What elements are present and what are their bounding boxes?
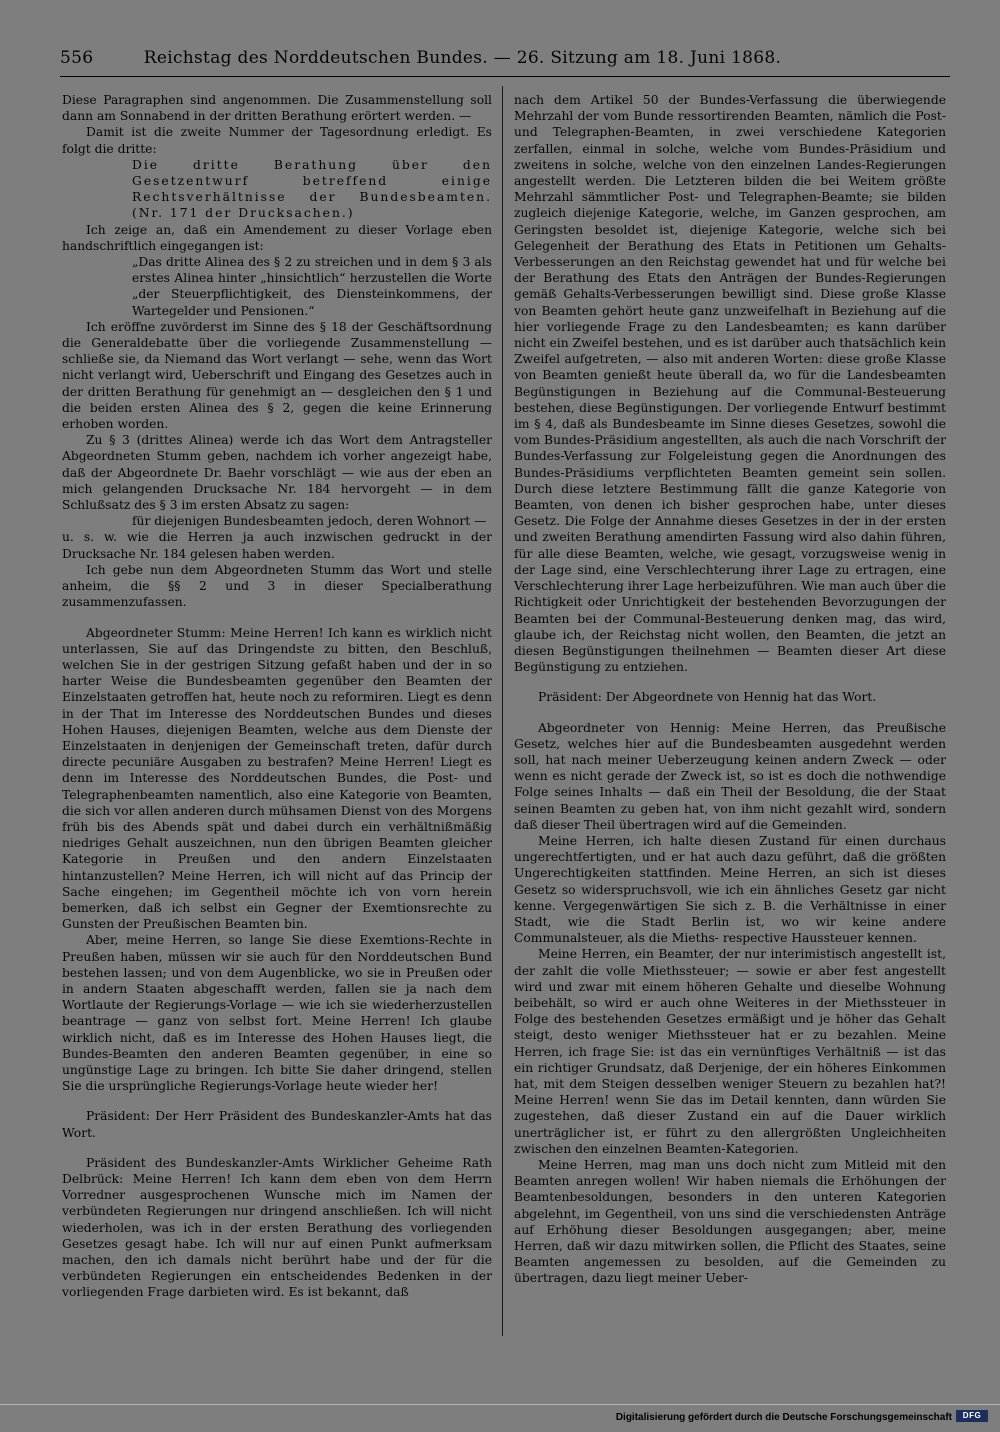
dfg-logo: DFG xyxy=(956,1410,988,1422)
paragraph: Meine Herren, ein Beamter, der nur interimistisch angestellt ist, der zahlt die volle Miethssteuer; — sowie er aber fest angestellt wird und zwar mit einem höheren Gehalte und dieselbe Wohnung beibehält, so wird er auch ohne Weiteres in der Miethssteuer in Folge des bestehenden Gesetzes ermäßigt und je höher das Gehalt steigt, desto weniger Miethssteuer hat er zu bezahlen. Meine Herren, ich frage Sie: ist das ein vernünftiges Verhältniß — ist das ein richtiger Grundsatz, daß Derjenige, der ein höheres Einkommen hat, mit dem Steigen desselben weniger Steuern zu bezahlen hat?! Meine Herren! wenn Sie das im Detail kennten, dann würden Sie zugestehen, daß dieser Zustand ein auf die Dauer wirklich unerträglicher ist, er führt zu den allergrößten Ungleichheiten zwischen den einzelnen Beamten-Kategorien. xyxy=(514,947,946,1156)
speech-stumm: Abgeordneter Stumm: Meine Herren! Ich kann es wirklich nicht unterlassen, Sie auf das Dringendste zu bitten, den Beschluß, welchen Sie in der gestrigen Sitzung gefaßt haben und der in so harter Weise die Bundesbeamten gegenüber den Beamten der Einzelstaaten getroffen hat, heute noch zu reformiren. Liegt es denn in der That im Interesse des Norddeutschen Bundes und dieses Hohen Hauses, diejenigen Beamten, welche aus dem Dienste der Einzelstaaten in denjenigen der Gemeinschaft treten, dafür durch directe pecuniäre Ausgaben zu bestrafen? Meine Herren! Liegt es denn im Interesse des Norddeutschen Bundes, die Post- und Telegraphenbeamten namentlich, also eine Kategorie von Beamten, die sich vor allen anderen durch mühsamen Dienst von des Morgens früh bis des Abends spät und dabei durch ein verhältnißmäßig niedriges Gehalt auszeichnen, nun den übrigen Beamten gleicher Kategorie in Preußen und den andern Einzelstaaten hintanzustellen? Meine Herren, ich will nicht auf das Princip der Sache eingehen; im Gegentheil möchte ich von vorn herein bemerken, daß ich selbst ein Gegner der Exemtionsrechte zu Gunsten der Preußischen Beamten bin. xyxy=(62,625,492,932)
funding-note: Digitalisierung gefördert durch die Deutsche Forschungsgemeinschaft xyxy=(615,1412,952,1423)
page-title: Reichstag des Norddeutschen Bundes. — 26. Sitzung am 18. Juni 1868. xyxy=(143,48,782,68)
paragraph: Meine Herren, mag man uns doch nicht zum Mitleid mit den Beamten anregen wollen! Wir haben niemals die Erhöhungen der Beamtenbesoldungen, besonders in den unteren Kategorien abgelehnt, im Gegentheil, von uns sind die verschiedensten Anträge auf Erhöhung dieser Besoldungen ausgegangen; aber, meine Herren, daß wir dazu mitwirken sollen, die Pflicht des Staates, seine Beamten angemessen zu besolden, auf die Gemeinden zu übertragen, dazu liegt meiner Ueber- xyxy=(514,1158,946,1286)
left-column xyxy=(62,92,492,1301)
footer xyxy=(0,1408,1000,1424)
footer-rule xyxy=(0,1404,1000,1405)
speech-delbrueck: Präsident des Bundeskanzler-Amts Wirklicher Geheime Rath Delbrück: Meine Herren! Ich kann dem eben von dem Herrn Vorredner ausgesprochenen Wunsche mich im Namen der verbündeten Regierungen nur dringend anschließen. Ich will nicht wiederholen, was ich in der ersten Berathung des vorliegenden Gesetzes gesagt habe. Ich will nur auf einen Punkt aufmerksam machen, den ich damals nicht berührt habe und der für die verbündeten Regierungen ein entscheidendes Bedenken in der vorliegenden Frage darbieten wird. Es ist bekannt, daß xyxy=(62,1155,492,1300)
paragraph: Zu § 3 (drittes Alinea) werde ich das Wort dem Antragsteller Abgeordneten Stumm geben, nachdem ich vorher angezeigt habe, daß der Abgeordnete Dr. Baehr vorschlägt — wie aus der eben an mich gelangenden Drucksache Nr. 184 hervorgeht — in dem Schlußsatz des § 3 im ersten Absatz zu sagen: xyxy=(62,433,492,513)
paragraph: Ich gebe nun dem Abgeordneten Stumm das Wort und stelle anheim, die §§ 2 und 3 in dieser Specialberathung zusammenzufassen. xyxy=(62,562,492,610)
header-rule xyxy=(60,76,950,77)
speech-praesident: Präsident: Der Herr Präsident des Bundeskanzler-Amts hat das Wort. xyxy=(62,1109,492,1140)
paragraph: Diese Paragraphen sind angenommen. Die Zusammenstellung soll dann am Sonnabend in der dritten Berathung erörtert werden. — xyxy=(62,93,492,124)
page-header xyxy=(60,48,805,76)
amendment-quote: „Das dritte Alinea des § 2 zu streichen und in dem § 3 als erstes Alinea hinter „hinsichtlich“ herzustellen die Worte „der Steuerpflichtigkeit, des Diensteinkommens, der Wartegelder und Pensionen.“ xyxy=(132,255,492,318)
agenda-item: Die dritte Berathung über den Gesetzentwurf betreffend einige Rechtsverhältnisse der Bundesbeamten. (Nr. 171 der Drucksachen.) xyxy=(132,157,492,221)
speech-praesident: Präsident: Der Abgeordnete von Hennig hat das Wort. xyxy=(538,690,877,705)
paragraph: Ich zeige an, daß ein Amendement zu dieser Vorlage eben handschriftlich eingegangen ist: xyxy=(62,222,492,253)
paragraph: nach dem Artikel 50 der Bundes-Verfassung die überwiegende Mehrzahl der vom Bunde ressortirenden Beamten, nämlich die Post- und Telegraphen-Beamten, in zwei verschiedene Kategorien zerfallen, einmal in solche, welche vom Bundes-Präsidium und zweitens in solche, welche von den einzelnen Landes-Regierungen angestellt werden. Die Letzteren bilden die bei Weitem größte Mehrzahl sämmtlicher Post- und Telegraphen-Beamte; sie bilden zugleich diejenige Kategorie, welche, im Ganzen gesprochen, am Geringsten besoldet ist, diejenige Kategorie, welche sich bei Gelegenheit der Berathung des Etats in Petitionen um Gehalts-Verbesserungen an den Reichstag gewendet hat und für welche bei der Berathung des Etats den Anträgen der Bundes-Regierungen gemäß Gehalts-Verbesserungen bewilligt sind. Diese große Klasse von Beamten gehört heute ganz unzweifelhaft in Beziehung auf die hier vorliegende Frage zu den Landesbeamten; es kann darüber nicht ein Zweifel bestehen, und es ist darüber auch thatsächlich kein Zweifel aufgetreten, — also mit anderen Worten: diese große Klasse von Beamten genießt heute überall da, wo für die Landesbeamten Begünstigungen in Beziehung auf die Communal-Besteuerung bestehen, diese Begünstigungen. Der vorliegende Entwurf bestimmt im § 4, daß als Bundesbeamte im Sinne dieses Gesetzes, sowohl die vom Bundes-Präsidium angestellten, als auch die nach Vorschrift der Bundes-Verfassung zur Folgeleistung gegen die Anordnungen des Bundes-Präsidiums verpflichteten Beamten gemeint sein sollen. Durch diese letztere Bestimmung fällt die ganze Kategorie von Beamten, von denen ich bisher gesprochen habe, unter dieses Gesetz. Die Folge der Annahme dieses Gesetzes in der in der ersten und zweiten Berathung amendirten Fassung wird also dahin führen, für alle diese Beamten, welche, wie gesagt, vorzugsweise wenig in der Lage sind, eine Verschlechterung ihrer Lage zu ertragen, eine Verschlechterung ihrer Lage herbeizuführen. Wie man auch über die Richtigkeit oder Unrichtigkeit der bestehenden Bevorzugungen der Beamten bei der Communal-Besteuerung denken mag, das wird, glaube ich, der Reichstag nicht wollen, den Beamten, die jetzt an diesen Begünstigungen theilnehmen — Beamten dieser Art diese Begünstigung zu entziehen. xyxy=(514,93,946,675)
page-number: 556 xyxy=(60,48,94,68)
column-divider xyxy=(502,86,503,1336)
speech-hennig: Abgeordneter von Hennig: Meine Herren, das Preußische Gesetz, welches hier auf die Bundesbeamten ausgedehnt werden soll, hat nach meiner Ueberzeugung keinen andern Zweck — oder wenn es nicht gerade der Zweck ist, so ist es doch die nothwendige Folge seines Inhalts — daß ein Theil der Besoldung, die der Staat seinen Beamten zu geben hat, von ihm nicht gezahlt wird, sondern daß dieser Theil übertragen wird auf die Gemeinden. xyxy=(514,720,946,832)
paragraph: Aber, meine Herren, so lange Sie diese Exemtions-Rechte in Preußen haben, müssen wir sie auch für den Norddeutschen Bund bestehen lassen; und von dem Augenblicke, wo sie in Preußen oder in andern Staaten abgeschafft werden, fallen sie ja nach dem Wortlaute der Regierungs-Vorlage — wie ich sie wiederherzustellen beantrage — ganz von selbst fort. Meine Herren! Ich glaube wirklich nicht, daß es im Interesse des Hohen Hauses liegt, die Bundes-Beamten den anderen Beamten gegenüber, in eine so ungünstige Lage zu bringen. Ich bitte Sie daher dringend, stellen Sie die ursprüngliche Regierungs-Vorlage heute wieder her! xyxy=(62,933,492,1094)
paragraph: Meine Herren, ich halte diesen Zustand für einen durchaus ungerechtfertigten, und er hat auch dazu geführt, daß die größten Ungerechtigkeiten stattfinden. Meine Herren, an sich ist dieses Gesetz so widerspruchsvoll, wie ich ein ähnliches Gesetz gar nicht kenne. Vergegenwärtigen Sie sich z. B. die Verhältnisse in einer Stadt, wie die Stadt Berlin ist, wo wir keine andere Communalsteuer, als die Mieths- respective Haussteuer kennen. xyxy=(514,833,946,946)
paragraph: Ich eröffne zuvörderst im Sinne des § 18 der Geschäftsordnung die Generaldebatte über die vorliegende Zusammenstellung — schließe sie, da Niemand das Wort verlangt — sehe, wenn das Wort nicht verlangt wird, Ueberschrift und Eingang des Gesetzes auch in der dritten Berathung für genehmigt an — desgleichen den § 1 und die beiden ersten Alinea des § 2, gegen die keine Erinnerung erhoben worden. xyxy=(62,319,492,432)
paragraph: u. s. w. wie die Herren ja auch inzwischen gedruckt in der Drucksache Nr. 184 gelesen haben werden. xyxy=(62,530,492,561)
paragraph: Damit ist die zweite Nummer der Tagesordnung erledigt. Es folgt die dritte: xyxy=(62,125,492,156)
quoted-text: für diejenigen Bundesbeamten jedoch, deren Wohnort — xyxy=(132,514,487,529)
right-column xyxy=(514,92,946,1287)
